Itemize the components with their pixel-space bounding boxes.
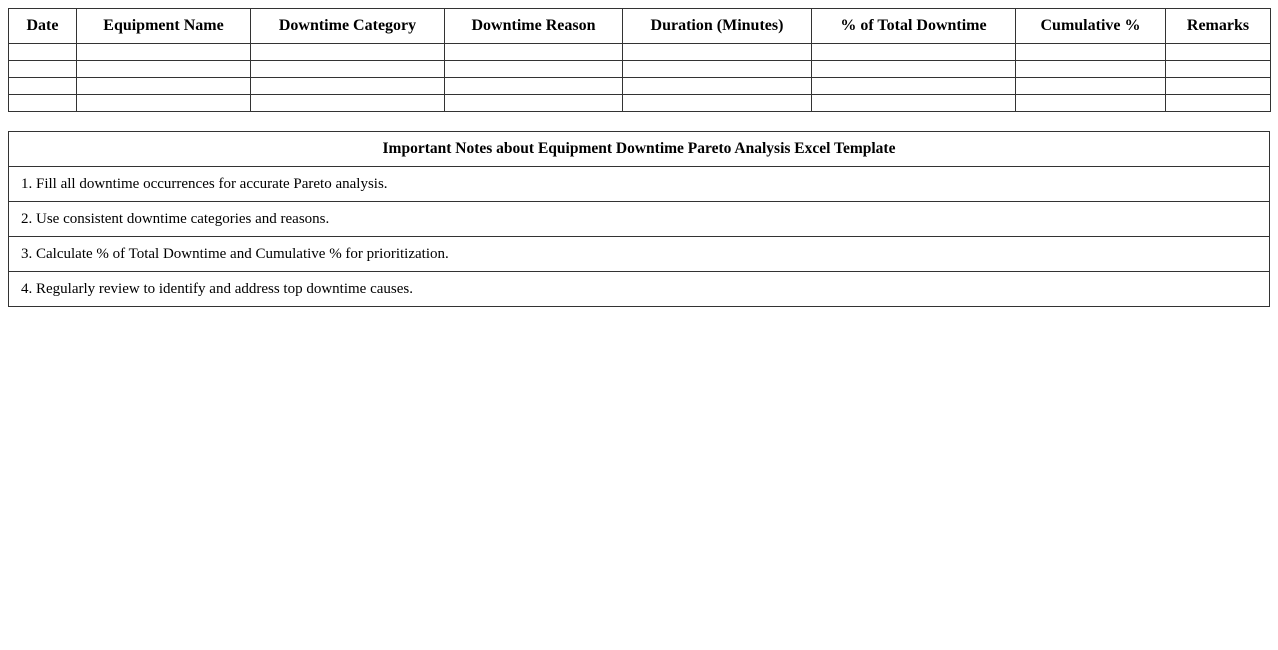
list-item <box>9 272 1270 307</box>
table-cell[interactable] <box>623 78 812 95</box>
table-cell[interactable] <box>1016 44 1166 61</box>
column-header-percent-total: % of Total Downtime <box>812 9 1016 44</box>
table-cell[interactable] <box>623 44 812 61</box>
table-cell[interactable] <box>445 61 623 78</box>
table-cell[interactable] <box>1016 95 1166 112</box>
table-cell[interactable] <box>812 95 1016 112</box>
table-row <box>9 78 1271 95</box>
table-cell[interactable] <box>77 61 251 78</box>
table-cell[interactable] <box>812 78 1016 95</box>
table-cell[interactable] <box>77 95 251 112</box>
note-text: 4. Regularly review to identify and address top downtime causes. <box>9 272 1270 307</box>
table-cell[interactable] <box>1166 44 1271 61</box>
table-cell[interactable] <box>9 44 77 61</box>
table-row <box>9 44 1271 61</box>
note-text: 2. Use consistent downtime categories and reasons. <box>9 202 1270 237</box>
notes-table <box>8 131 1270 307</box>
table-cell[interactable] <box>1166 61 1271 78</box>
table-cell[interactable] <box>9 61 77 78</box>
note-text: 3. Calculate % of Total Downtime and Cumulative % for prioritization. <box>9 237 1270 272</box>
table-cell[interactable] <box>1166 78 1271 95</box>
column-header-remarks: Remarks <box>1166 9 1271 44</box>
column-header-downtime-reason: Downtime Reason <box>445 9 623 44</box>
table-cell[interactable] <box>445 95 623 112</box>
table-cell[interactable] <box>623 61 812 78</box>
table-row <box>9 95 1271 112</box>
table-cell[interactable] <box>623 95 812 112</box>
table-cell[interactable] <box>812 44 1016 61</box>
column-header-downtime-category: Downtime Category <box>251 9 445 44</box>
column-header-duration: Duration (Minutes) <box>623 9 812 44</box>
table-cell[interactable] <box>77 44 251 61</box>
document-body <box>8 8 1270 307</box>
notes-header-row <box>9 132 1270 167</box>
table-cell[interactable] <box>1016 78 1166 95</box>
list-item <box>9 167 1270 202</box>
table-cell[interactable] <box>1166 95 1271 112</box>
table-cell[interactable] <box>445 44 623 61</box>
table-cell[interactable] <box>251 44 445 61</box>
column-header-cumulative-percent: Cumulative % <box>1016 9 1166 44</box>
downtime-table <box>8 8 1271 112</box>
table-header-row <box>9 9 1271 44</box>
table-cell[interactable] <box>1016 61 1166 78</box>
table-row <box>9 61 1271 78</box>
list-item <box>9 237 1270 272</box>
table-cell[interactable] <box>251 95 445 112</box>
table-cell[interactable] <box>445 78 623 95</box>
table-cell[interactable] <box>9 78 77 95</box>
column-header-date: Date <box>9 9 77 44</box>
table-cell[interactable] <box>9 95 77 112</box>
table-cell[interactable] <box>251 78 445 95</box>
table-cell[interactable] <box>251 61 445 78</box>
notes-title: Important Notes about Equipment Downtime Pareto Analysis Excel Template <box>9 132 1270 167</box>
note-text: 1. Fill all downtime occurrences for accurate Pareto analysis. <box>9 167 1270 202</box>
table-cell[interactable] <box>812 61 1016 78</box>
list-item <box>9 202 1270 237</box>
column-header-equipment-name: Equipment Name <box>77 9 251 44</box>
table-cell[interactable] <box>77 78 251 95</box>
